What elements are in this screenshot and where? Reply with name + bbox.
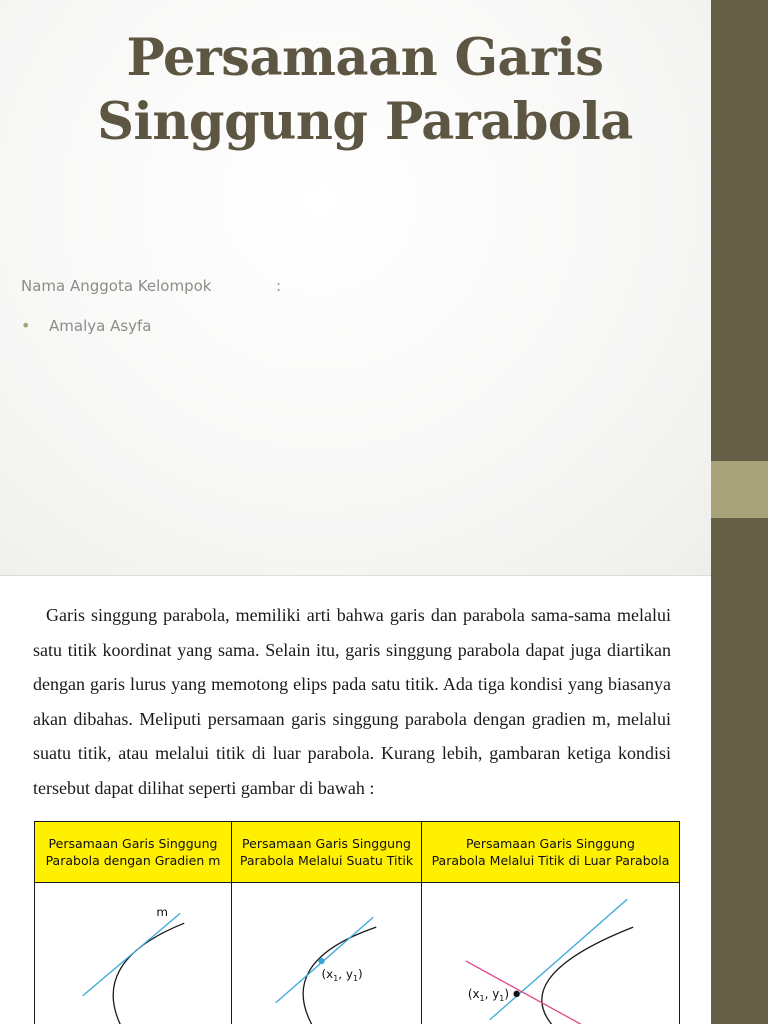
point-label: ($x_1$, $y_1$) xyxy=(467,986,510,1003)
gradient-label: m xyxy=(156,905,169,920)
diagram-cell-gradient xyxy=(35,883,232,1024)
title-line-2: Singgung Parabola xyxy=(97,92,633,152)
header-outside-point-line2: Parabola Melalui Titik di Luar Parabola xyxy=(431,853,670,868)
parabola-curve xyxy=(542,927,633,1024)
header-outside-point xyxy=(422,822,680,883)
members-label xyxy=(21,277,281,295)
tangent-line xyxy=(83,913,181,996)
page-title xyxy=(40,26,690,154)
tangent-point xyxy=(318,958,324,964)
header-gradient-line1: Persamaan Garis Singgung xyxy=(48,836,218,851)
outside-point xyxy=(513,991,519,997)
diagram-through-point xyxy=(232,883,421,1024)
diagram-gradient xyxy=(35,883,231,1024)
members-label-colon: : xyxy=(275,277,281,295)
tangent-conditions-table xyxy=(34,821,680,1024)
slide-divider xyxy=(0,575,711,576)
bullet-icon: • xyxy=(21,316,31,335)
header-through-point-line2: Parabola Melalui Suatu Titik xyxy=(239,853,414,868)
member-list-item xyxy=(21,316,152,335)
header-through-point-line1: Persamaan Garis Singgung xyxy=(242,836,411,851)
members-label-text: Nama Anggota Kelompok xyxy=(21,277,212,295)
point-label: ($x_1$, $y_1$) xyxy=(321,966,363,983)
header-gradient xyxy=(35,822,232,883)
header-through-point xyxy=(232,822,422,883)
header-outside-point-line1: Persamaan Garis Singgung xyxy=(466,836,635,851)
member-name: Amalya Asyfa xyxy=(49,316,152,335)
title-line-1: Persamaan Garis xyxy=(126,28,604,88)
tangent-line-upper xyxy=(490,899,627,1020)
sidebar-accent-block xyxy=(711,461,768,518)
diagram-cell-through-point xyxy=(232,883,422,1024)
parabola-curve xyxy=(113,923,184,1024)
diagram-outside-point xyxy=(422,883,679,1024)
diagram-cell-outside-point xyxy=(422,883,680,1024)
body-paragraph: Garis singgung parabola, memiliki arti bahwa garis dan parabola sama-sama melalui satu titik koordinat yang sama. Selain itu, garis singgung parabola dapat juga diartikan dengan garis lurus yang memotong elips pada satu titik. Ada tiga kondisi yang biasanya akan dibahas. Meliputi persamaan garis singgung parabola dengan gradien m, melalui suatu titik, atau melalui titik di luar parabola. Kurang lebih, gambaran ketiga kondisi tersebut dapat dilihat seperti gambar di bawah : xyxy=(33,605,671,798)
header-gradient-line2: Parabola dengan Gradien m xyxy=(45,853,221,868)
